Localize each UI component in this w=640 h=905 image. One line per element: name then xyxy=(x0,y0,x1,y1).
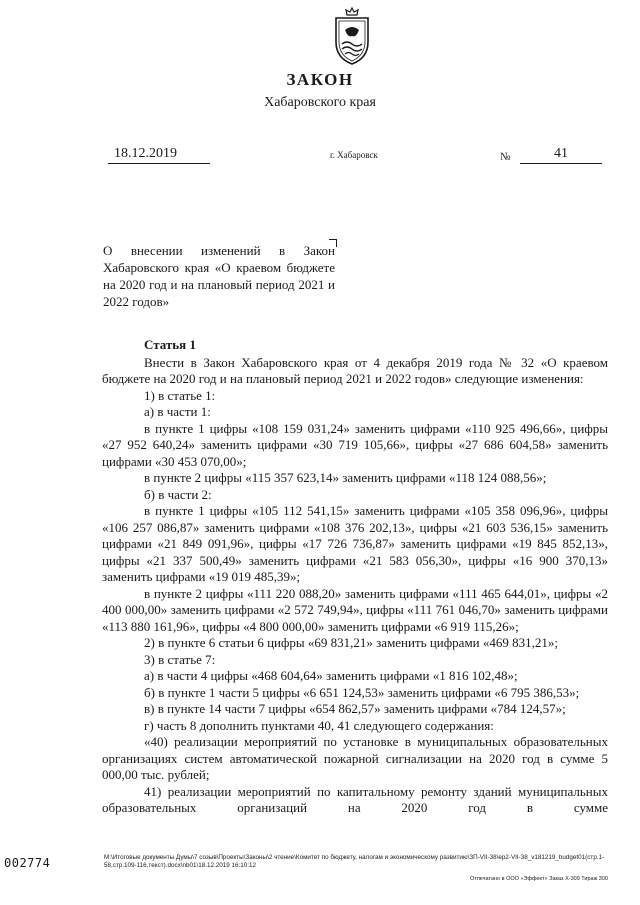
paragraph: в пункте 1 цифры «108 159 031,24» заменить цифрами «110 925 496,66», цифры «27 952 640,24» заменить цифрами «30 719 105,66», цифры «27 686 604,58» заменить цифрами «30 453 070,00»; xyxy=(102,420,608,469)
law-number: 41 xyxy=(520,146,602,164)
paragraph: б) в части 2: xyxy=(144,486,212,502)
paragraph: в пункте 2 цифры «111 220 088,20» заменить цифрами «111 465 644,01», цифры «2 400 000,00» заменить цифрами «2 572 749,94», цифры «111 761 046,70» заменить цифрами «113 880 161,96», цифры «4 800 000,00» заменить цифрами «6 919 115,26»; xyxy=(102,585,608,634)
paragraph: 41) реализации мероприятий по капитальному ремонту зданий муниципальных образовательных организаций на 2020 год в сумме xyxy=(102,783,608,815)
coat-of-arms-emblem xyxy=(330,6,374,66)
law-date: 18.12.2019 xyxy=(108,146,210,164)
footer-print-mark: Отпечатано в ООО «Эффект» Заказ X-309 Тираж 300 xyxy=(470,876,608,882)
paragraph: 2) в пункте 6 статьи 6 цифры «69 831,21» заменить цифрами «469 831,21»; xyxy=(144,635,558,650)
paragraph: в) в пункте 14 части 7 цифры «654 862,57» заменить цифрами «784 124,57»; xyxy=(144,701,566,716)
paragraph: в пункте 2 цифры «115 357 623,14» заменить цифрами «118 124 088,56»; xyxy=(144,470,547,485)
paragraph: «40) реализации мероприятий по установке в муниципальных образовательных организациях систем автоматической пожарной сигнализации на 2020 год в сумме 5 000,00 тыс. рублей; xyxy=(102,734,608,782)
paragraph: г) часть 8 дополнить пунктами 40, 41 следующего содержания: xyxy=(144,717,494,733)
law-body xyxy=(102,337,608,817)
law-region: Хабаровского края xyxy=(264,95,376,110)
footer-document-number: 002774 xyxy=(4,856,51,870)
paragraph: в пункте 1 цифры «105 112 541,15» заменить цифрами «105 358 096,96», цифры «106 257 086,87» заменить цифрами «108 376 202,13», цифры «21 603 536,15» заменить цифрами «21 849 091,96», цифры «17 726 736,87» заменить цифрами «19 845 852,13», цифры «21 337 500,49» заменить цифрами «21 583 056,30», цифры «16 900 370,13» заменить цифрами «19 019 485,39»; xyxy=(102,503,608,584)
law-title: ЗАКОН xyxy=(286,70,354,89)
paragraph: б) в пункте 1 части 5 цифры «6 651 124,53» заменить цифрами «6 795 386,53»; xyxy=(144,684,580,700)
article-heading: Статья 1 xyxy=(144,337,196,352)
paragraph: Внести в Закон Хабаровского края от 4 декабря 2019 года № 32 «О краевом бюджете на 2020 год и на плановый период 2021 и 2022 годов» следующие изменения: xyxy=(102,354,608,386)
paragraph: 1) в статье 1: xyxy=(144,387,216,403)
paragraph: а) в части 1: xyxy=(144,404,211,419)
law-subject: О внесении изменений в Закон Хабаровского края «О краевом бюджете на 2020 год и на плановый период 2021 и 2022 годов» xyxy=(103,243,335,309)
paragraph: а) в части 4 цифры «468 604,64» заменить цифрами «1 816 102,48»; xyxy=(144,668,518,683)
paragraph: 3) в статье 7: xyxy=(144,651,216,667)
footer-file-path: M:\Итоговые документы Думы\7 созыв\Проекты\Законы\2 чтение\Комитет по бюджету, налогам и экономическому развитию\ЗП-VII-38\ep2-VII-38_v181219_budget01(стр.1-58,стр.109-116,текст).docx\nb01\18.12.2019 16:10:12 xyxy=(104,854,605,869)
law-city: г. Хабаровск xyxy=(330,150,378,160)
law-number-sign: № xyxy=(500,151,511,163)
